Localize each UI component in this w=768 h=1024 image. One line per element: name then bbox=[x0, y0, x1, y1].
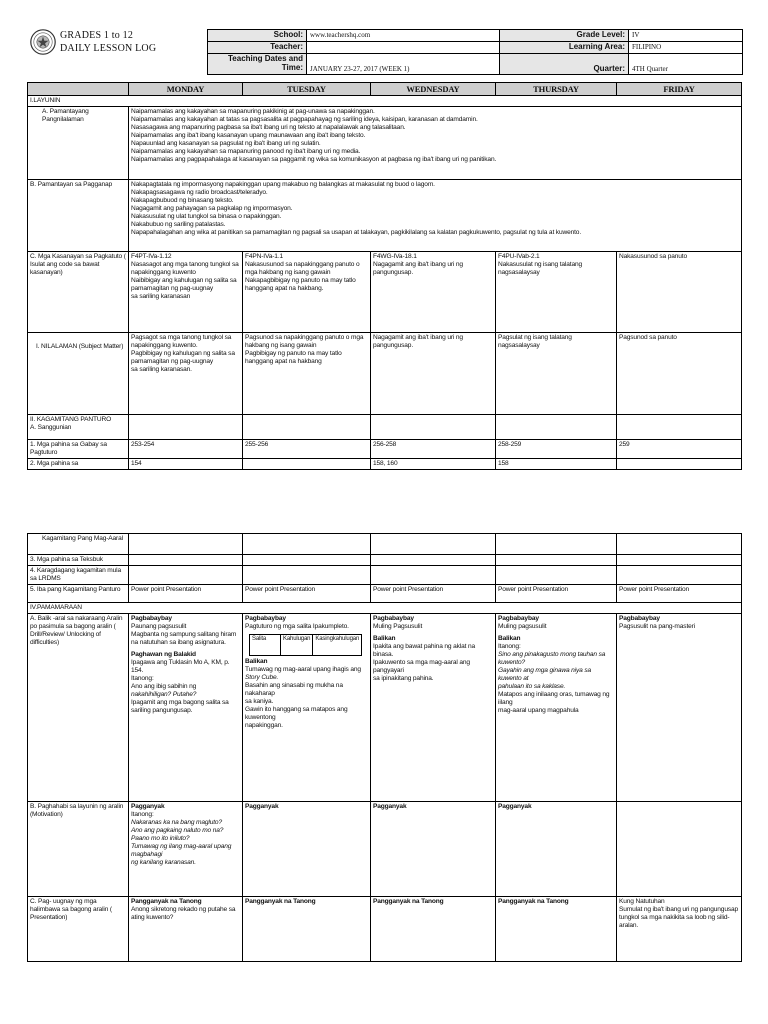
content-text: Pagsulat ng isang talatang nagsasalaysay bbox=[498, 334, 572, 349]
step-heading: Pagganyak bbox=[131, 803, 165, 810]
brand-line-dll: DAILY LESSON LOG bbox=[60, 43, 157, 54]
skills-thursday bbox=[496, 252, 617, 333]
skill-code: F4PN-IVa-1.1 bbox=[245, 253, 284, 260]
materials-wednesday: Power point Presentation bbox=[371, 585, 496, 603]
lm-pages-monday: 154 bbox=[129, 459, 243, 470]
empty-cell bbox=[371, 566, 496, 585]
brand-line-grades: GRADES 1 to 12 bbox=[60, 30, 134, 41]
vocabulary-mini-table bbox=[249, 634, 362, 656]
step-text: Ipagamit ang mga bagong salita sa sariling pangungusap. bbox=[131, 699, 229, 714]
review-thursday bbox=[496, 614, 617, 802]
performance-standard-line: Nakapagbubuod ng binasang teksto. bbox=[131, 197, 234, 204]
step-text: Sumulat ng iba't ibang uri ng pangungusap bbox=[619, 906, 739, 913]
step-heading: Pagbabaybay bbox=[131, 615, 172, 622]
step-text: Pagtuturo ng mga salita Ipakumpleto. bbox=[245, 623, 349, 630]
step-text: tungkol sa mga nakikita sa loob ng silid-aralan. bbox=[619, 914, 730, 929]
performance-standard-line: Nakabubuo ng sariling patalastas. bbox=[131, 221, 226, 228]
materials-friday: Power point Presentation bbox=[617, 585, 742, 603]
step-text: mag-aaral upang magpahula bbox=[498, 707, 579, 714]
quarter-value: 4TH Quarter bbox=[629, 54, 743, 75]
empty-cell bbox=[496, 566, 617, 585]
step-question: Tumawag ng ilang mag-aaral upang magbahagi bbox=[131, 843, 232, 858]
teaching-dates-label: Teaching Dates and Time: bbox=[208, 54, 307, 75]
materials-thursday: Power point Presentation bbox=[496, 585, 617, 603]
presentation-wednesday: Pangganyak na Tanong bbox=[371, 897, 496, 962]
step-heading: Pagbabaybay bbox=[619, 615, 660, 622]
empty-cell bbox=[129, 534, 243, 555]
content-friday bbox=[617, 333, 742, 415]
content-tuesday bbox=[243, 333, 371, 415]
lm-pages-thursday: 158 bbox=[496, 459, 617, 470]
content-thursday bbox=[496, 333, 617, 415]
header-info-table bbox=[207, 29, 743, 75]
content-standard-line: Napauunlad ang kasanayan sa pagsulat ng iba't ibang uri ng sulatin. bbox=[131, 140, 321, 147]
content-standard-line: Naipamamalas ang iba't ibang kasanayan upang maunawaan ang iba't ibang teksto. bbox=[131, 132, 366, 139]
lesson-log-table-page-2 bbox=[27, 533, 742, 962]
empty-cell bbox=[371, 555, 496, 566]
step-question: ng kanilang karanasan. bbox=[131, 859, 196, 866]
empty-cell bbox=[129, 566, 243, 585]
day-friday: FRIDAY bbox=[617, 83, 742, 96]
tg-pages-friday: 259 bbox=[617, 440, 742, 459]
row-label-teksbuk: 3. Mga pahina sa Teksbuk bbox=[28, 555, 129, 566]
review-monday bbox=[129, 614, 243, 802]
learning-area-label: Learning Area: bbox=[500, 42, 629, 54]
row-label-kagamitang-panturo bbox=[28, 415, 129, 440]
motivation-friday bbox=[617, 802, 742, 897]
skills-monday bbox=[129, 252, 243, 333]
step-question: Gayahin ang mga ginawa niya sa kuwento at bbox=[498, 667, 592, 682]
content-wednesday bbox=[371, 333, 496, 415]
empty-cell bbox=[617, 534, 742, 555]
teacher-label: Teacher: bbox=[208, 42, 307, 54]
row-label-gabay-pagtuturo: 1. Mga pahina sa Gabay sa Pagtuturo bbox=[28, 440, 129, 459]
step-text: napakinggan. bbox=[245, 722, 283, 729]
step-text: Matapos ang inilaang oras, tumawag ng iilang bbox=[498, 691, 610, 706]
section-layunin: I.LAYUNIN bbox=[28, 96, 742, 107]
content-text: Pagsagot sa mga tanong tungkol sa napakinggang kuwento. bbox=[131, 334, 232, 349]
step-text: Tumawag ng mag-aaral upang ihagis ang bbox=[245, 666, 361, 673]
kagamitang-panturo-label: II. KAGAMITANG PANTURO bbox=[30, 416, 112, 423]
step-text: Ano ang ibig sabihin ng bbox=[131, 683, 197, 690]
row-label-pamantayan-sa-pagganap: B. Pamantayan sa Pagganap bbox=[28, 180, 129, 252]
tg-pages-wednesday: 256-258 bbox=[371, 440, 496, 459]
step-text: Itanong: bbox=[498, 643, 521, 650]
content-text: Pagsunod sa napakinggang panuto o mga hakbang ng isang gawain bbox=[245, 334, 364, 349]
row-label-kagamitang-pang-mag-aaral: Kagamitang Pang Mag-Aaral bbox=[28, 534, 129, 555]
row-label-nilalaman: I. NILALAMAN (Subject Matter) bbox=[28, 333, 129, 415]
lm-pages-friday bbox=[617, 459, 742, 470]
empty-cell bbox=[496, 555, 617, 566]
materials-monday: Power point Presentation bbox=[129, 585, 243, 603]
review-tuesday bbox=[243, 614, 371, 802]
content-text: Pagbibigay ng kahulugan ng salita sa pamamagitan ng pag-uugnay bbox=[131, 350, 235, 365]
step-text: Ipakuwento sa mga mag-aaral ang pangyayari bbox=[373, 659, 470, 674]
teaching-dates-value: JANUARY 23-27, 2017 (WEEK 1) bbox=[307, 54, 500, 75]
row-label-lrdms: 4. Karagdagang kagamitan mula sa LRDMS bbox=[28, 566, 129, 585]
empty-cell bbox=[617, 415, 742, 440]
empty-cell bbox=[496, 534, 617, 555]
step-heading: Pagbabaybay bbox=[373, 615, 414, 622]
performance-standard-line: Nakapagtatala ng impormasyong napakinggan upang makabuo ng balangkas at makasulat ng buod o lagom. bbox=[131, 181, 435, 188]
row-label-kasanayan-sa-pagkatuto: C. Mga Kasanayan sa Pagkatuto ( Isulat ang code sa bawat kasanayan) bbox=[28, 252, 129, 333]
content-standard-line: Nasasagawa ang mapanuring pagbasa sa iba't ibang uri ng teksto at napalalawak ang talasalitaan. bbox=[131, 124, 406, 131]
skill-code: F4PT-IVa-1.12 bbox=[131, 253, 172, 260]
presentation-thursday: Pangganyak na Tanong bbox=[496, 897, 617, 962]
day-wednesday: WEDNESDAY bbox=[371, 83, 496, 96]
mini-col-salita: Salita bbox=[250, 635, 281, 656]
content-monday bbox=[129, 333, 243, 415]
motivation-thursday: Pagganyak bbox=[496, 802, 617, 897]
empty-cell bbox=[496, 415, 617, 440]
performance-standard-line: Nakapagsasagawa ng radio broadcast/teleradyo. bbox=[131, 189, 268, 196]
motivation-wednesday: Pagganyak bbox=[371, 802, 496, 897]
performance-standard-line: Napapahalagahan ang wika at panitikan sa pamamagitan ng pagsali sa usapan at talakayan, pagkikilalang sa kalatan pagkukuwento, pagsulat ng tula at kuwento. bbox=[131, 229, 581, 236]
row-label-balik-aral: A. Balik -aral sa nakaraang Aralin po pasimula sa bagong aralin ( Drill/Review/ Unlocking of difficulties) bbox=[28, 614, 129, 802]
content-standard-line: Naipamamalas ang pagpapahalaga at kasanayan sa paggamit ng wika sa komunikasyon at pagbasa ng iba't ibang uri ng panitikan. bbox=[131, 156, 497, 163]
step-text: Magbanta ng sampung salitang hiram na natutuhan sa ibang asignatura. bbox=[131, 631, 237, 646]
performance-standard-line: Nagagamit ang pahayagan sa pagkalap ng impormasyon. bbox=[131, 205, 293, 212]
skill-text: Nasasagot ang mga tanong tungkol sa napakinggang kuwento bbox=[131, 261, 239, 276]
step-question: pahulaan ito sa kaklase. bbox=[498, 683, 566, 690]
performance-standards-cell bbox=[129, 180, 742, 252]
step-question: Sino ang pinakagusto mong tauhan sa kuwento? bbox=[498, 651, 606, 666]
tg-pages-thursday: 258-259 bbox=[496, 440, 617, 459]
sanggunian-label: A. Sanggunian bbox=[30, 424, 72, 431]
skill-code: F4WG-IVa-18.1 bbox=[373, 253, 417, 260]
day-thursday: THURSDAY bbox=[496, 83, 617, 96]
step-question: Nakaranas ka na bang magluto? bbox=[131, 819, 222, 826]
grade-level-label: Grade Level: bbox=[500, 30, 629, 42]
step-text: sa ipinakitang pahina. bbox=[373, 675, 434, 682]
skill-text: Nagagamit ang iba't ibang uri ng pangungusap. bbox=[373, 261, 463, 276]
step-heading: Pagbabaybay bbox=[498, 615, 539, 622]
step-text: Gawin ito hanggang sa matapos ang kuwentong bbox=[245, 706, 348, 721]
row-label-pamantayang-pangnilalaman: A. Pamantayang Pangnilalaman bbox=[28, 107, 129, 180]
grade-level-value: IV bbox=[629, 30, 743, 42]
empty-cell bbox=[617, 566, 742, 585]
mini-col-kahulugan: Kahulugan bbox=[281, 635, 313, 656]
step-text: Itanong: bbox=[131, 811, 154, 818]
tg-pages-monday: 253-254 bbox=[129, 440, 243, 459]
section-pamamaraan: IV.PAMAMARAAN bbox=[28, 603, 742, 614]
step-heading: Pagbabaybay bbox=[245, 615, 286, 622]
skills-wednesday bbox=[371, 252, 496, 333]
performance-standard-line: Nakasusulat ng ulat tungkol sa binasa o napakinggan. bbox=[131, 213, 282, 220]
step-question: Ano ang pagkaing naluto mo na? bbox=[131, 827, 224, 834]
teacher-value bbox=[307, 42, 500, 54]
row-label-paghahabi: B. Paghahabi sa layunin ng aralin (Motivation) bbox=[28, 802, 129, 897]
step-text: Ipakita ang bawat pahina ng aklat na binasa. bbox=[373, 643, 476, 658]
blank-header-cell bbox=[28, 83, 129, 96]
materials-tuesday: Power point Presentation bbox=[243, 585, 371, 603]
step-heading: Balikan bbox=[498, 635, 521, 642]
content-standard-line: Naipamamalas ang kakayahan at tatas sa pagsasalita at pagpapahayag ng sariling ideya, kaisipan, karanasan at damdamin. bbox=[131, 116, 478, 123]
learning-area-value: FILIPINO bbox=[629, 42, 743, 54]
row-label-pag-uugnay: C. Pag- uugnay ng mga halimbawa sa bagong aralin ( Presentation) bbox=[28, 897, 129, 962]
presentation-tuesday: Pangganyak na Tanong bbox=[243, 897, 371, 962]
step-heading: Balikan bbox=[245, 658, 268, 665]
skill-text: Naibibigay ang kahulugan ng salita sa pamamagitan ng pag-uugnay bbox=[131, 277, 237, 292]
empty-cell bbox=[243, 534, 371, 555]
content-text: sa sariling karanasan. bbox=[131, 366, 192, 373]
empty-cell bbox=[129, 415, 243, 440]
step-heading: Balikan bbox=[373, 635, 396, 642]
content-text: Nagagamit ang iba't ibang uri ng pangungusap. bbox=[373, 334, 463, 349]
skills-tuesday bbox=[243, 252, 371, 333]
day-header-row bbox=[28, 83, 742, 96]
step-heading: Kung Natutuhan bbox=[619, 898, 665, 905]
school-label: School: bbox=[208, 30, 307, 42]
row-label-iba-pang-kagamitan: 5. Iba pang Kagamitang Panturo bbox=[28, 585, 129, 603]
empty-cell bbox=[617, 555, 742, 566]
lesson-log-table-page-1 bbox=[27, 82, 742, 470]
step-question: Paano mo ito iniluto? bbox=[131, 835, 190, 842]
skill-text: sa sariling karanasan bbox=[131, 293, 191, 300]
empty-cell bbox=[243, 566, 371, 585]
content-standards-cell bbox=[129, 107, 742, 180]
deped-seal-logo bbox=[30, 29, 56, 55]
empty-cell bbox=[129, 555, 243, 566]
review-friday bbox=[617, 614, 742, 802]
skill-text: Nakasusunod sa napakinggang panuto o mga hakbang ng isang gawain bbox=[245, 261, 360, 276]
step-heading: Paghawan ng Balakid bbox=[131, 651, 196, 658]
step-text: Pagsusulit na pang-masteri bbox=[619, 623, 696, 630]
content-text: Pagsunod sa panuto bbox=[619, 334, 677, 341]
presentation-friday bbox=[617, 897, 742, 962]
mini-col-kasingkahulugan: Kasingkahulugan bbox=[313, 635, 362, 656]
motivation-tuesday: Pagganyak bbox=[243, 802, 371, 897]
skill-text: Nakapagbibigay ng panuto na may tatlo hanggang apat na hakbang. bbox=[245, 277, 356, 292]
content-standard-line: Naipamamalas ang kakayahan sa mapanuring panood ng iba't ibang uri ng media. bbox=[131, 148, 361, 155]
step-text: Itanong: bbox=[131, 675, 154, 682]
step-text: Anong sikretong rekado ng putahe sa ating kuwento? bbox=[131, 906, 236, 921]
day-monday: MONDAY bbox=[129, 83, 243, 96]
empty-cell bbox=[371, 534, 496, 555]
quarter-label: Quarter: bbox=[500, 54, 629, 75]
tg-pages-tuesday: 255-256 bbox=[243, 440, 371, 459]
content-text: Pagbibigay ng panuto na may tatlo hanggang apat na hakbang bbox=[245, 350, 342, 365]
day-tuesday: TUESDAY bbox=[243, 83, 371, 96]
skill-text: Nakasusulat ng isang talatang nagsasalaysay bbox=[498, 261, 582, 276]
school-value: www.teachershq.com bbox=[307, 30, 500, 42]
skill-text: Nakasusunod sa panuto bbox=[619, 253, 687, 260]
review-wednesday bbox=[371, 614, 496, 802]
empty-cell bbox=[371, 415, 496, 440]
step-text: Muling pagsusulit bbox=[498, 623, 547, 630]
content-standard-line: Naipamamalas ang kakayahan sa mapanuring pakikinig at pag-unawa sa napakinggan. bbox=[131, 108, 375, 115]
step-question: nakahihiligan? Putahe? bbox=[131, 691, 197, 698]
empty-cell bbox=[243, 415, 371, 440]
step-heading: Pangganyak na Tanong bbox=[131, 898, 202, 905]
lm-pages-wednesday: 158, 160 bbox=[371, 459, 496, 470]
step-text: Ipagawa ang Tuklasin Mo A, KM, p. 154. bbox=[131, 659, 230, 674]
lm-pages-tuesday bbox=[243, 459, 371, 470]
row-label-mga-pahina: 2. Mga pahina sa bbox=[28, 459, 129, 470]
step-text: Muling Pagsusulit bbox=[373, 623, 423, 630]
skill-code: F4PU-IVab-2.1 bbox=[498, 253, 540, 260]
step-text: Story Cube. bbox=[245, 674, 279, 681]
step-text: sa kaniya. bbox=[245, 698, 274, 705]
step-text: Paunang pagsusulit bbox=[131, 623, 187, 630]
empty-cell bbox=[243, 555, 371, 566]
motivation-monday bbox=[129, 802, 243, 897]
presentation-monday bbox=[129, 897, 243, 962]
step-text: Basahin ang sinasabi ng mukha na nakaharap bbox=[245, 682, 343, 697]
skills-friday bbox=[617, 252, 742, 333]
